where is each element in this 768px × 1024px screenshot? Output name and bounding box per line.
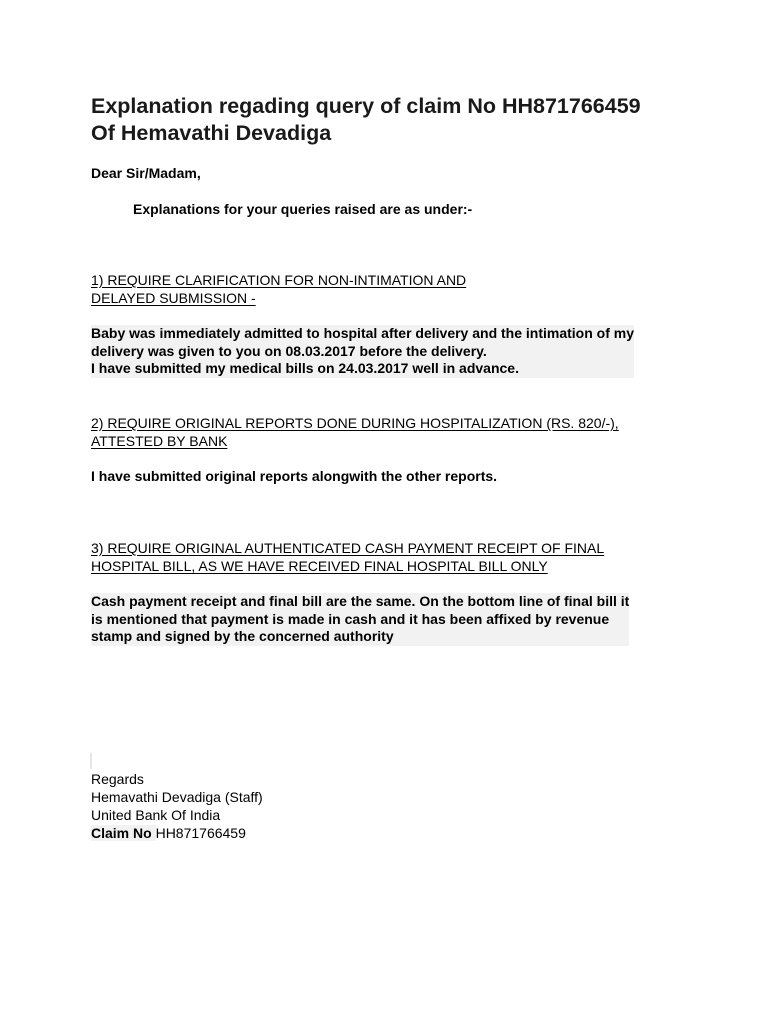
query-heading-line: HOSPITAL BILL, AS WE HAVE RECEIVED FINAL HOSPITAL BILL ONLY <box>91 558 548 574</box>
query-3-heading <box>91 539 604 575</box>
query-2-answer <box>91 468 497 486</box>
query-heading-line: ATTESTED BY BANK <box>91 433 228 449</box>
query-heading-line: DELAYED SUBMISSION - <box>91 290 256 306</box>
claim-number-label: Claim No <box>91 825 156 841</box>
signer-name: Hemavathi Devadiga (Staff) <box>91 789 263 805</box>
query-3-answer <box>91 593 629 646</box>
query-heading-line: 3) REQUIRE ORIGINAL AUTHENTICATED CASH PAYMENT RECEIPT OF FINAL <box>91 540 605 556</box>
query-heading-line: 1) REQUIRE CLARIFICATION FOR NON-INTIMATION AND <box>91 272 467 288</box>
document-title-line: Of Hemavathi Devadiga <box>91 121 332 145</box>
answer-line: delivery was given to you on 08.03.2017 before the delivery. <box>91 343 634 361</box>
query-1-heading <box>91 271 466 307</box>
document-title-line: Explanation regading query of claim No HH871766459 <box>91 94 641 118</box>
salutation: Dear Sir/Madam, <box>91 165 201 181</box>
query-2-heading <box>91 414 619 450</box>
intro-paragraph: Explanations for your queries raised are as under:- <box>133 201 473 217</box>
margin-mark <box>90 753 92 769</box>
query-heading-line: 2) REQUIRE ORIGINAL REPORTS DONE DURING HOSPITALIZATION (RS. 820/-), <box>91 415 619 431</box>
answer-line: is mentioned that payment is made in cash and it has been affixed by revenue <box>91 611 629 629</box>
claim-number-line <box>91 824 263 842</box>
answer-line: Baby was immediately admitted to hospital after delivery and the intimation of my <box>91 325 635 341</box>
closing: Regards <box>91 771 144 787</box>
signer-bank: United Bank Of India <box>91 807 221 823</box>
answer-line: I have submitted original reports alongwith the other reports. <box>91 468 498 484</box>
document-title <box>91 93 641 147</box>
answer-line: stamp and signed by the concerned authority <box>91 628 629 646</box>
signature-block <box>91 770 263 842</box>
query-1-answer <box>91 325 634 378</box>
answer-line: Cash payment receipt and final bill are the same. On the bottom line of final bill it <box>91 593 630 609</box>
claim-number-value: HH871766459 <box>155 825 246 841</box>
answer-line: I have submitted my medical bills on 24.03.2017 well in advance. <box>91 360 634 378</box>
